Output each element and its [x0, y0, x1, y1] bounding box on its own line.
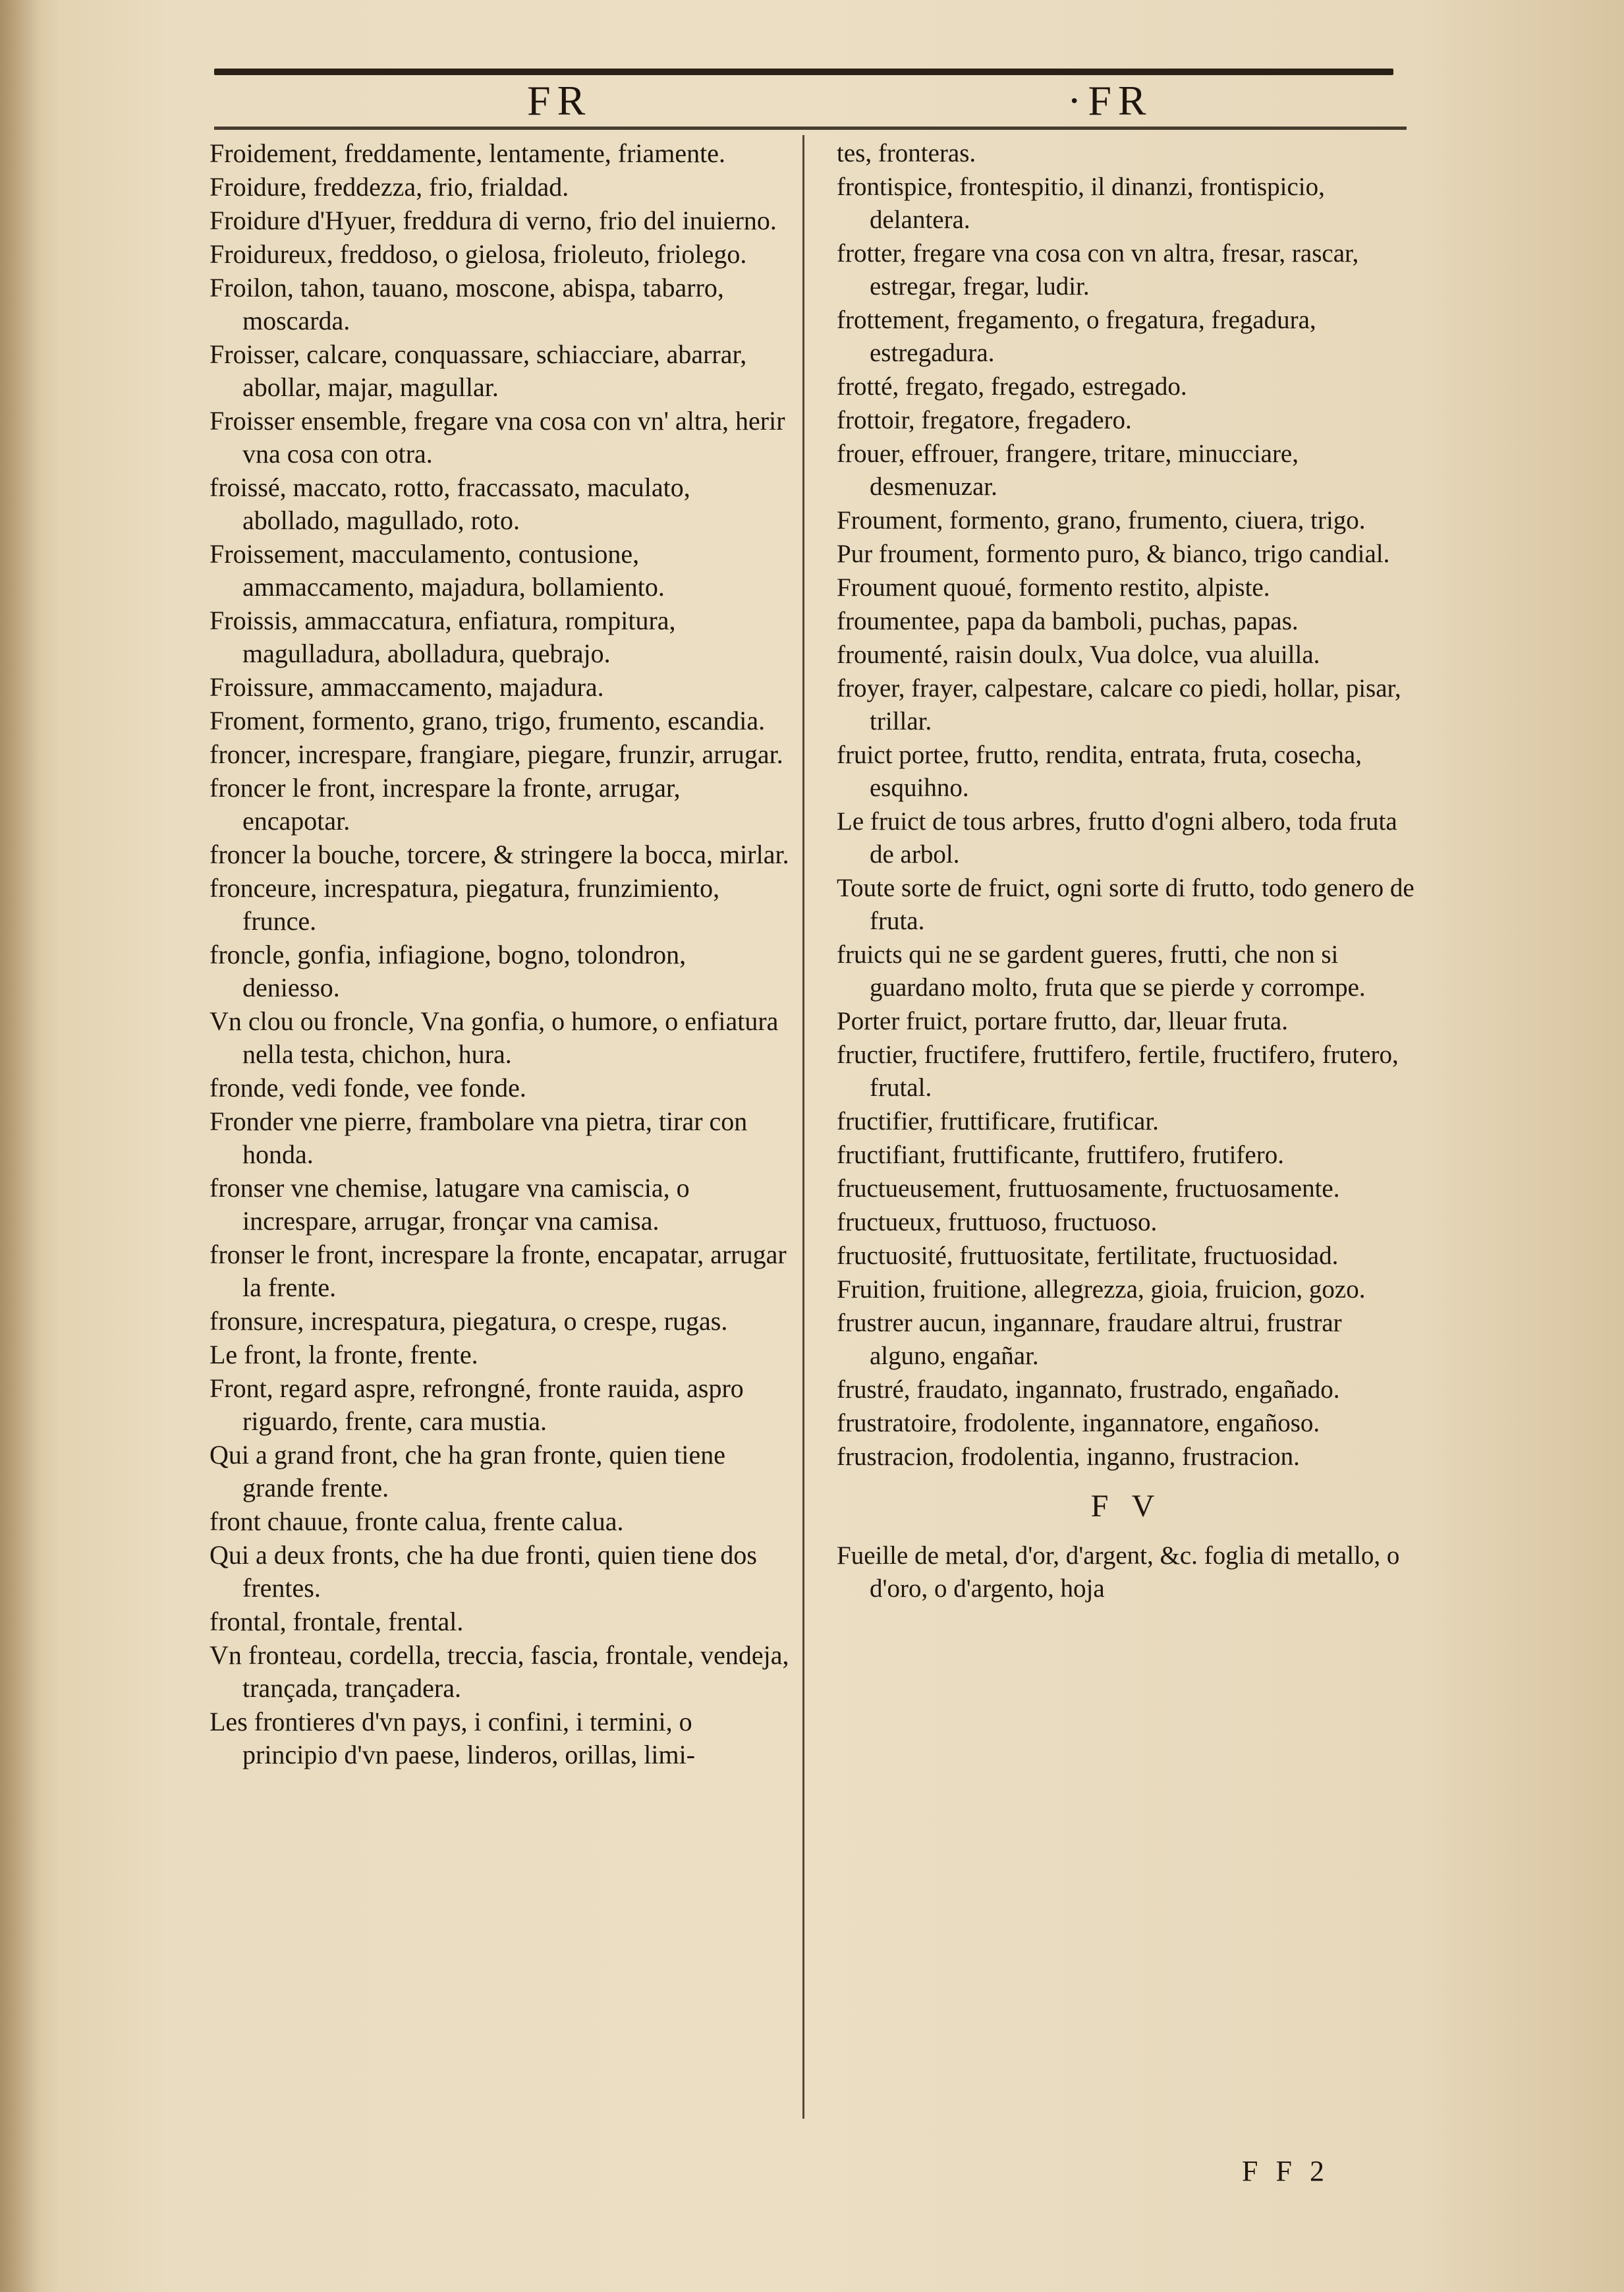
dictionary-entry: fronde, vedi fonde, vee fonde.	[210, 1073, 526, 1103]
dictionary-entry: frustracion, frodolentia, inganno, frustracion.	[837, 1443, 1300, 1471]
dictionary-entry: froncle, gonfia, infiagione, bogno, tolondron, deniesso.	[210, 940, 686, 1002]
dictionary-entry: Le front, la fronte, frente.	[210, 1340, 478, 1369]
dictionary-entry: froumenté, raisin doulx, Vua dolce, vua aluilla.	[837, 641, 1320, 669]
dictionary-entry: frontispice, frontespitio, il dinanzi, frontispicio, delantera.	[837, 173, 1325, 234]
dictionary-entry: fronsure, increspatura, piegatura, o crespe, rugas.	[210, 1306, 728, 1336]
dictionary-entry: frontal, frontale, frental.	[210, 1607, 464, 1636]
dictionary-entry: froncer la bouche, torcere, & stringere la bocca, mirlar.	[210, 840, 789, 869]
dictionary-entry: fructifiant, fruttificante, fruttifero, frutifero.	[837, 1141, 1284, 1169]
dictionary-entry: Vn fronteau, cordella, treccia, fascia, frontale, vendeja, trançada, trançadera.	[210, 1640, 789, 1703]
dictionary-entry: fronser vne chemise, latugare vna camiscia, o increspare, arrugar, fronçar vna camisa.	[210, 1173, 690, 1236]
dictionary-entry: frottement, fregamento, o fregatura, fregadura, estregadura.	[837, 306, 1316, 367]
right-column-after-entries	[837, 1539, 1416, 1605]
dictionary-entry: Les frontieres d'vn pays, i confini, i termini, o principio d'vn paese, linderos, orillas, limi-	[210, 1707, 696, 1769]
dictionary-entry: Froissement, macculamento, contusione, ammaccamento, majadura, bollamiento.	[210, 539, 665, 602]
running-head-right: ·FR	[1067, 77, 1153, 124]
right-column-entries	[837, 137, 1416, 1474]
dictionary-entry: fructueux, fruttuoso, fructuoso.	[837, 1208, 1158, 1236]
dictionary-entry: Qui a deux fronts, che ha due fronti, quien tiene dos frentes.	[210, 1540, 757, 1603]
signature-mark: F F 2	[1242, 2155, 1330, 2187]
dictionary-entry: Le fruict de tous arbres, frutto d'ogni albero, toda fruta de arbol.	[837, 807, 1397, 869]
dictionary-entry: Froissure, ammaccamento, majadura.	[210, 672, 604, 702]
dictionary-entry: froyer, frayer, calpestare, calcare co piedi, hollar, pisar, trillar.	[837, 674, 1401, 735]
dictionary-entry: Porter fruict, portare frutto, dar, lleuar fruta.	[837, 1007, 1288, 1035]
dictionary-entry: fronceure, increspatura, piegatura, frunzimiento, frunce.	[210, 873, 720, 936]
dictionary-entry: fructueusement, fruttuosamente, fructuosamente.	[837, 1174, 1340, 1203]
dictionary-entry: Fruition, fruitione, allegrezza, gioia, fruicion, gozo.	[837, 1275, 1366, 1304]
dictionary-entry: Froidement, freddamente, lentamente, friamente.	[210, 138, 726, 168]
left-column	[210, 137, 789, 2121]
dictionary-entry: frotter, fregare vna cosa con vn altra, fresar, rascar, estregar, fregar, ludir.	[837, 239, 1359, 301]
dictionary-entry: Froidure d'Hyuer, freddura di verno, frio del inuierno.	[210, 206, 777, 235]
dictionary-entry: tes, fronteras.	[837, 139, 976, 167]
dictionary-entry: froissé, maccato, rotto, fraccassato, maculato, abollado, magullado, roto.	[210, 473, 690, 535]
dictionary-entry: frustré, fraudato, ingannato, frustrado, engañado.	[837, 1375, 1340, 1404]
dictionary-entry: Froument, formento, grano, frumento, ciuera, trigo.	[837, 506, 1366, 534]
dictionary-entry: Froidure, freddezza, frio, frialdad.	[210, 172, 569, 202]
dictionary-entry: Pur froument, formento puro, & bianco, trigo candial.	[837, 540, 1390, 568]
dictionary-entry: frottoir, fregatore, fregadero.	[837, 406, 1132, 434]
dictionary-entry: Froidureux, freddoso, o gielosa, frioleuto, friolego.	[210, 239, 747, 269]
dictionary-entry: fructifier, fruttificare, frutificar.	[837, 1107, 1159, 1135]
binding-shadow	[0, 0, 40, 2292]
dictionary-entry: Qui a grand front, che ha gran fronte, quien tiene grande frente.	[210, 1440, 726, 1503]
dictionary-entry: froncer, increspare, frangiare, piegare, frunzir, arrugar.	[210, 739, 783, 769]
dictionary-entry: Froument quoué, formento restito, alpiste.	[837, 573, 1270, 602]
dictionary-entry: Fueille de metal, d'or, d'argent, &c. foglia di metallo, o d'oro, o d'argento, hoja	[837, 1541, 1400, 1603]
column-divider	[802, 135, 804, 2119]
dictionary-entry: Froissis, ammaccatura, enfiatura, rompitura, magulladura, abolladura, quebrajo.	[210, 606, 676, 668]
dictionary-entry: Froisser ensemble, fregare vna cosa con vn' altra, herir vna cosa con otra.	[210, 406, 785, 469]
dictionary-entry: fructier, fructifere, fruttifero, fertile, fructifero, frutero, frutal.	[837, 1041, 1399, 1102]
section-heading: F V	[1090, 1489, 1163, 1524]
dictionary-entry: frustrer aucun, ingannare, fraudare altrui, frustrar alguno, engañar.	[837, 1309, 1342, 1370]
dictionary-entry: fruict portee, frutto, rendita, entrata, fruta, cosecha, esquihno.	[837, 741, 1362, 802]
dictionary-entry: Froment, formento, grano, trigo, frumento, escandia.	[210, 706, 766, 735]
dictionary-entry: front chauue, fronte calua, frente calua.	[210, 1506, 624, 1536]
dictionary-entry: Froilon, tahon, tauano, moscone, abispa, tabarro, moscarda.	[210, 273, 724, 335]
dictionary-entry: fructuosité, fruttuositate, fertilitate, fructuosidad.	[837, 1242, 1339, 1270]
dictionary-entry: Toute sorte de fruict, ogni sorte di frutto, todo genero de fruta.	[837, 874, 1414, 935]
dictionary-entry: Fronder vne pierre, frambolare vna pietra, tirar con honda.	[210, 1106, 748, 1169]
right-column	[837, 137, 1416, 2121]
header-rule-bottom	[214, 127, 1407, 130]
dictionary-entry: frustratoire, frodolente, ingannatore, engañoso.	[837, 1409, 1320, 1437]
dictionary-entry: Front, regard aspre, refrongné, fronte rauida, aspro riguardo, frente, cara mustia.	[210, 1373, 744, 1436]
dictionary-entry: frouer, effrouer, frangere, tritare, minucciare, desmenuzar.	[837, 440, 1299, 501]
dictionary-entry: froncer le front, increspare la fronte, arrugar, encapotar.	[210, 773, 681, 836]
dictionary-entry: fruicts qui ne se gardent gueres, frutti, che non si guardano molto, fruta que se pierde y corrompe.	[837, 940, 1366, 1002]
header-rule-top	[214, 69, 1393, 75]
running-head-left: FR	[527, 77, 592, 124]
dictionary-entry: froumentee, papa da bamboli, puchas, papas.	[837, 607, 1299, 635]
dictionary-entry: fronser le front, increspare la fronte, encapatar, arrugar la frente.	[210, 1240, 787, 1302]
dictionary-entry: Froisser, calcare, conquassare, schiacciare, abarrar, abollar, majar, magullar.	[210, 339, 747, 402]
dictionary-entry: frotté, fregato, fregado, estregado.	[837, 372, 1187, 401]
dictionary-entry: Vn clou ou froncle, Vna gonfia, o humore, o enfiatura nella testa, chichon, hura.	[210, 1006, 779, 1069]
